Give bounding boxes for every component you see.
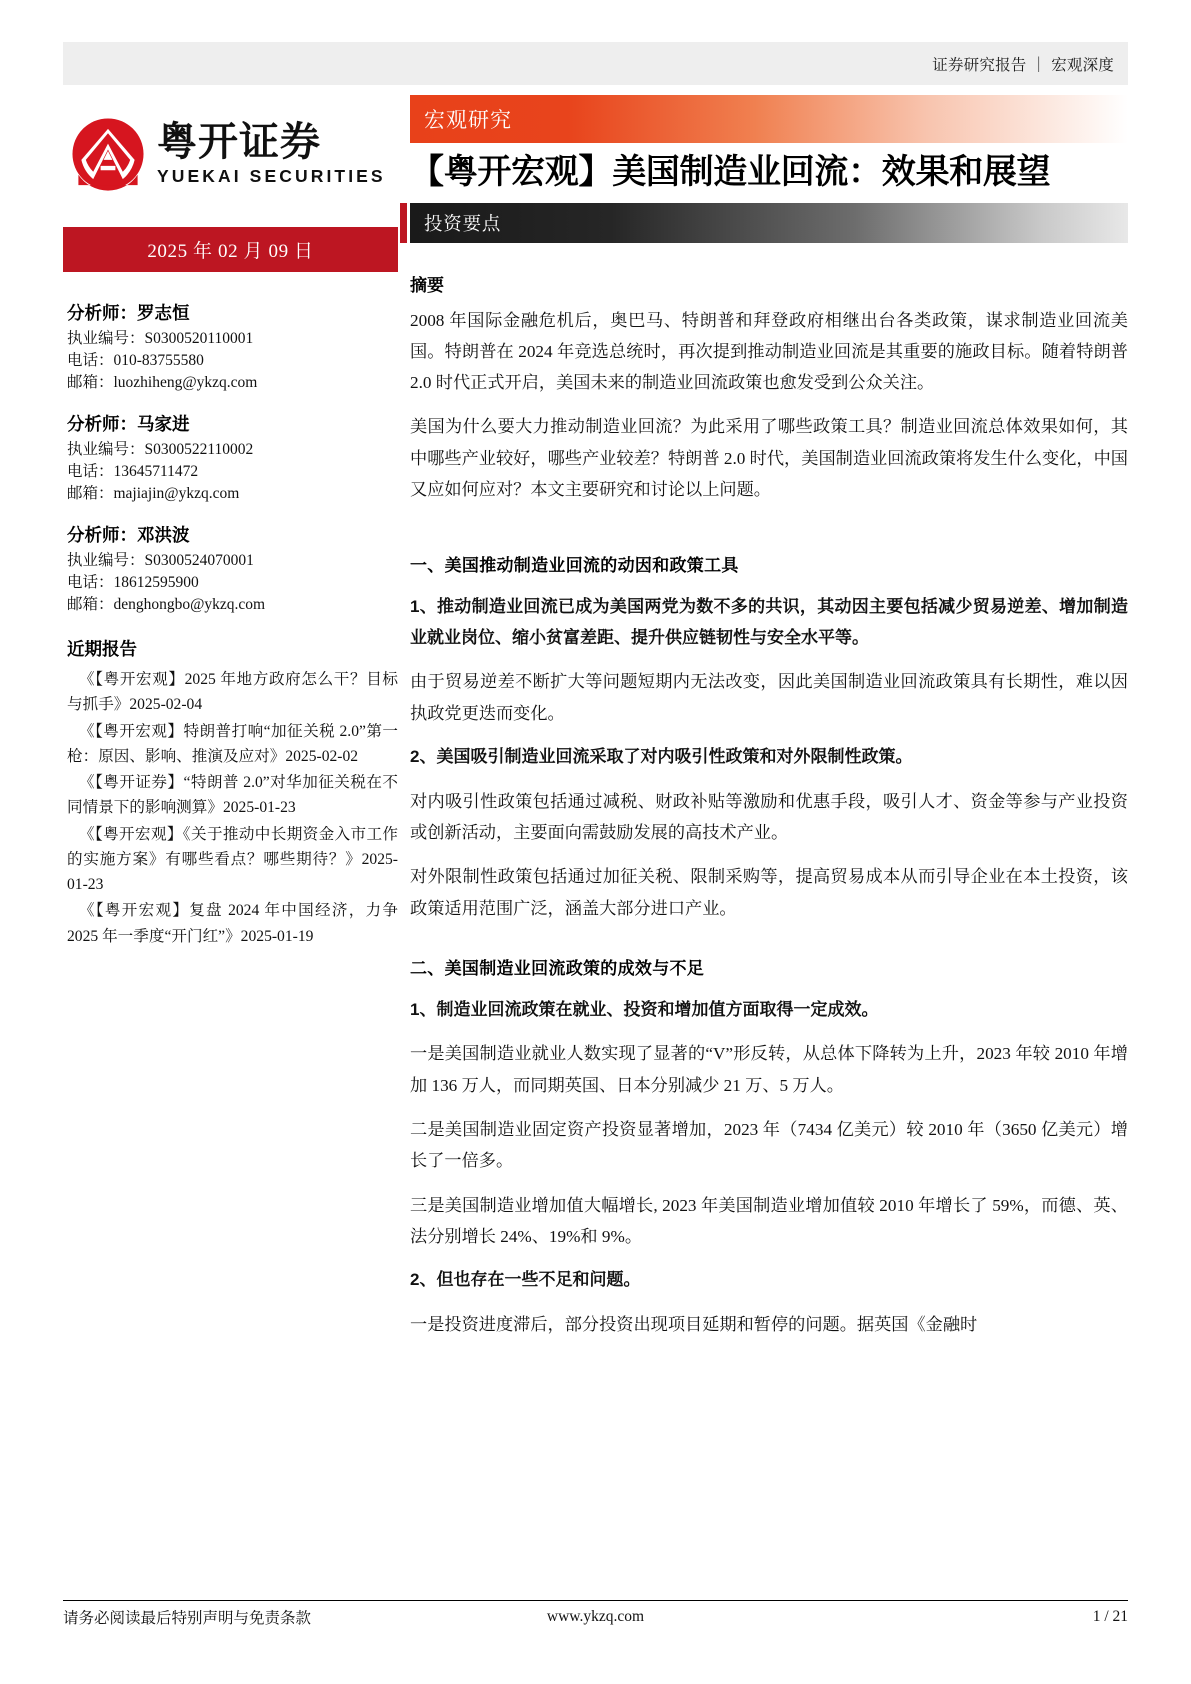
analyst-name: 分析师：罗志恒 bbox=[67, 303, 190, 323]
brand-name-cn: 粤开证券 bbox=[157, 120, 321, 164]
analyst-license: 执业编号：S0300520110001 bbox=[67, 330, 254, 347]
analyst-email[interactable]: 邮箱：denghongbo@ykzq.com bbox=[67, 596, 266, 613]
section-heading-2: 二、美国制造业回流政策的成效与不足 bbox=[410, 958, 705, 978]
analyst-license: 执业编号：S0300524070001 bbox=[67, 552, 254, 569]
recent-report-item[interactable]: 《【粤开宏观】2025 年地方政府怎么干？目标与抓手》2025-02-04 bbox=[67, 671, 398, 714]
footer-page-number: 1 / 21 bbox=[1092, 1608, 1128, 1625]
recent-report-item[interactable]: 《【粤开宏观】特朗普打响“加征关税 2.0”第一枪：原因、影响、推演及应对》2025-02-02 bbox=[67, 722, 398, 765]
analyst-email[interactable]: 邮箱：majiajin@ykzq.com bbox=[67, 485, 240, 502]
section2-point: 1、制造业回流政策在就业、投资和增加值方面取得一定成效。 bbox=[410, 999, 879, 1019]
investment-points-label: 投资要点 bbox=[424, 214, 502, 235]
section1-body: 对外限制性政策包括通过加征关税、限制采购等，提高贸易成本从而引导企业在本土投资，该政策适用范围广泛，涵盖大部分进口产业。 bbox=[410, 867, 1128, 918]
analyst-phone: 电话：13645711472 bbox=[67, 463, 199, 480]
footer-disclaimer: 请务必阅读最后特别声明与免责条款 bbox=[63, 1610, 312, 1627]
footer-website[interactable]: www.ykzq.com bbox=[546, 1608, 645, 1625]
section1-body: 对内吸引性政策包括通过减税、财政补贴等激励和优惠手段，吸引人才、资金等参与产业投资或创新活动，主要面向需鼓励发展的高技术产业。 bbox=[410, 791, 1128, 842]
abstract-paragraph: 2008 年国际金融危机后，奥巴马、特朗普和拜登政府相继出台各类政策，谋求制造业回流美国。特朗普在 2024 年竞选总统时，再次提到推动制造业回流是其重要的施政目标。随着特朗普 2.0 时代正式开启，美国未来的制造业回流政策也愈发受到公众关注。 bbox=[410, 310, 1128, 393]
recent-report-item[interactable]: 《【粤开宏观】《关于推动中长期资金入市工作的实施方案》有哪些看点？哪些期待？》2025-01-23 bbox=[67, 825, 398, 893]
analyst-phone: 电话：010-83755580 bbox=[67, 352, 204, 369]
page-title: 【粤开宏观】美国制造业回流：效果和展望 bbox=[410, 153, 1051, 191]
section2-body: 一是美国制造业就业人数实现了显著的“V”形反转，从总体下降转为上升，2023 年较 2010 年增加 136 万人，而同期英国、日本分别减少 21 万、5 万人。 bbox=[410, 1044, 1128, 1095]
page-footer bbox=[63, 1606, 1128, 1628]
report-date: 2025 年 02 月 09 日 bbox=[147, 241, 314, 262]
recent-reports-list bbox=[63, 667, 398, 949]
analyst-entry bbox=[67, 300, 398, 394]
recent-report-item[interactable]: 《【粤开宏观】复盘 2024 年中国经济，力争 2025 年一季度“开门红”》2025-01-19 bbox=[67, 902, 398, 945]
research-category-band bbox=[410, 95, 1128, 143]
page-header-bar bbox=[63, 42, 1128, 85]
yuekai-mountain-logo-icon bbox=[71, 117, 145, 191]
brand-name-en: YUEKAI SECURITIES bbox=[157, 166, 386, 186]
report-date-band bbox=[63, 227, 398, 272]
section1-body: 由于贸易逆差不断扩大等问题短期内无法改变，因此美国制造业回流政策具有长期性，难以因执政党更迭而变化。 bbox=[410, 672, 1128, 723]
section2-point: 2、但也存在一些不足和问题。 bbox=[410, 1270, 641, 1290]
section2-body: 二是美国制造业固定资产投资显著增加，2023 年（7434 亿美元）较 2010 年（3650 亿美元）增长了一倍多。 bbox=[410, 1120, 1128, 1171]
main-content bbox=[410, 95, 1128, 1353]
section1-point: 2、美国吸引制造业回流采取了对内吸引性政策和对外限制性政策。 bbox=[410, 747, 913, 767]
analyst-email[interactable]: 邮箱：luozhiheng@ykzq.com bbox=[67, 374, 258, 391]
investment-points-band bbox=[410, 203, 1128, 243]
recent-reports-title: 近期报告 bbox=[67, 639, 137, 659]
section2-body: 三是美国制造业增加值大幅增长, 2023 年美国制造业增加值较 2010 年增长了 59%，而德、英、法分别增长 24%、19%和 9%。 bbox=[410, 1195, 1128, 1246]
brand-logo bbox=[63, 95, 398, 213]
analyst-name: 分析师：邓洪波 bbox=[67, 525, 190, 545]
left-sidebar bbox=[63, 95, 398, 950]
header-breadcrumb: 证券研究报告 ｜ 宏观深度 bbox=[932, 56, 1114, 74]
analyst-name: 分析师：马家进 bbox=[67, 414, 190, 434]
abstract-heading: 摘要 bbox=[410, 275, 444, 295]
analyst-license: 执业编号：S0300522110002 bbox=[67, 441, 254, 458]
research-category-label: 宏观研究 bbox=[424, 108, 512, 132]
section-heading-1: 一、美国推动制造业回流的动因和政策工具 bbox=[410, 556, 739, 576]
analyst-entry bbox=[67, 522, 398, 616]
analyst-entry bbox=[67, 411, 398, 505]
recent-report-item[interactable]: 《【粤开证券】“特朗普 2.0”对华加征关税在不同情景下的影响测算》2025-01-23 bbox=[67, 774, 398, 817]
section1-point: 1、推动制造业回流已成为美国两党为数不多的共识，其动因主要包括减少贸易逆差、增加制造业就业岗位、缩小贫富差距、提升供应链韧性与安全水平等。 bbox=[410, 597, 1128, 647]
footer-divider bbox=[63, 1600, 1128, 1601]
analyst-phone: 电话：18612595900 bbox=[67, 574, 199, 591]
section2-body: 一是投资进度滞后，部分投资出现项目延期和暂停的问题。据英国《金融时 bbox=[410, 1314, 978, 1334]
analyst-list bbox=[63, 300, 398, 616]
abstract-paragraph: 美国为什么要大力推动制造业回流？为此采用了哪些政策工具？制造业回流总体效果如何，其中哪些产业较好，哪些产业较差？特朗普 2.0 时代，美国制造业回流政策将发生什么变化，中国又应如何应对？本文主要研究和讨论以上问题。 bbox=[410, 417, 1128, 499]
